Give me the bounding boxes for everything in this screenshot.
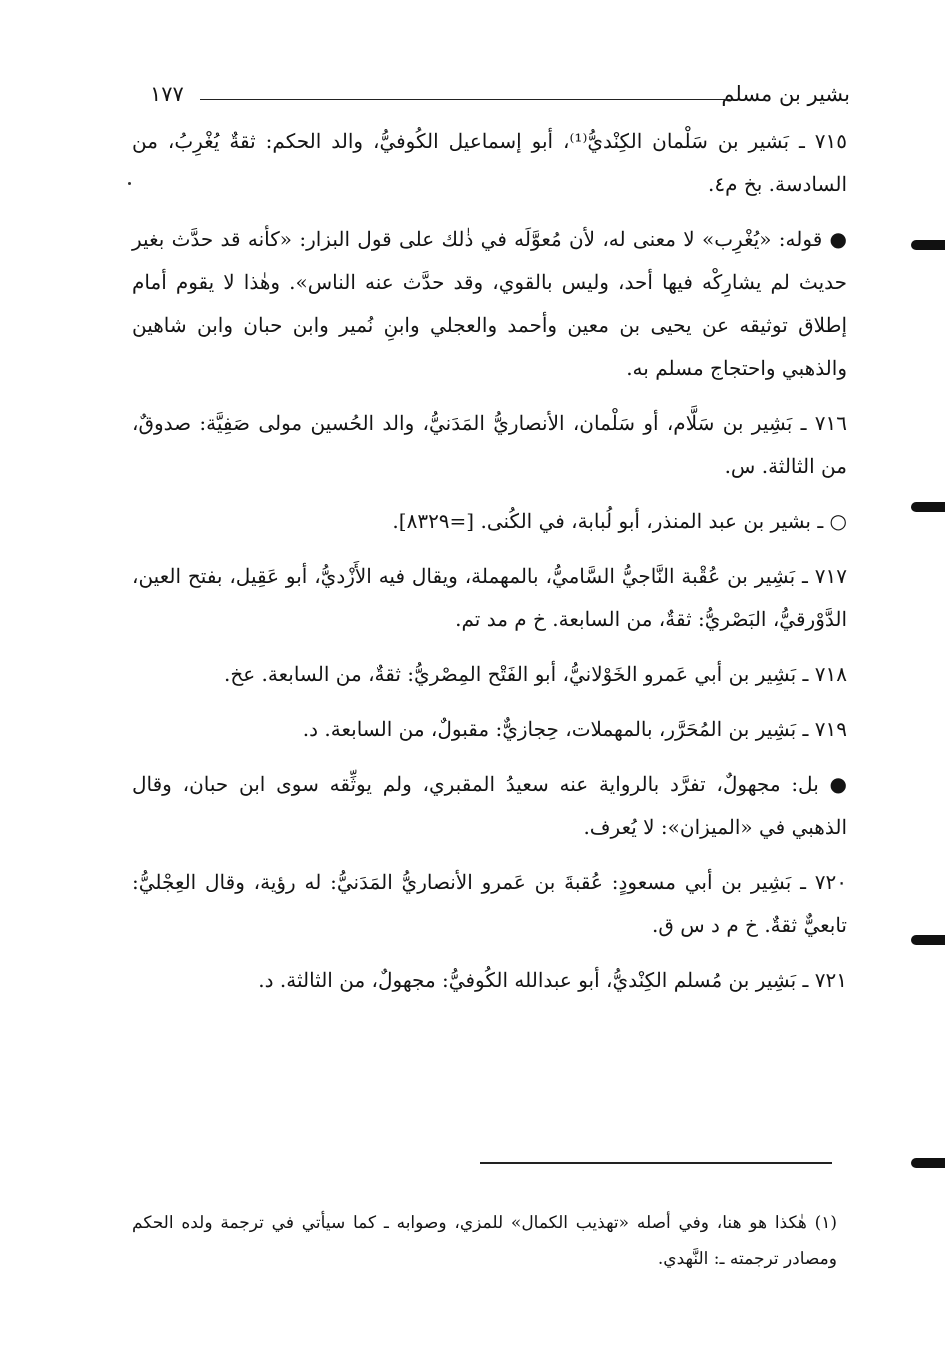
entry-717: ٧١٧ ـ بَشِير بن عُقْبة النَّاجيُّ السَّاميُّ، بالمهملة، ويقال فيه الأَزْديُّ، أبو عَقِيل، بفتح العين، الدَّوْرقيُّ، البَصْريُّ: ثقةٌ، من السابعة. خ م مد تم. [132, 564, 848, 631]
binding-mark [911, 1158, 945, 1168]
entry-721: ٧٢١ ـ بَشِير بن مُسلم الكِنْديُّ، أبو عبدالله الكُوفيُّ: مجهولٌ، من الثالثة. د. [258, 968, 847, 992]
binding-mark [911, 240, 945, 250]
note-715: ● قوله: «يُغْرِب» لا معنى له، لأن مُعوَّلَه في ذٰلك على قول البزار: «كأنه قد حدَّث بغير حديث لم يشارِكْه فيها أحد، وليس بالقوي، وقد حدَّث عنه الناس». وهٰذا لا يقوم أمام إطلاق توثيقه عن يحيى بن معين وأحمد والعجلي وابنِ نُمير وابن حبان وابن شاهين والذهبي واحتجاج مسلم به. [132, 227, 847, 380]
running-header [150, 80, 850, 108]
binding-mark [911, 935, 945, 945]
footnote-separator [480, 1162, 832, 1164]
note-719: ● بل: مجهولٌ، تفرَّد بالرواية عنه سعيدُ المقبري، ولم يوثِّقه سوى ابن حبان، وقال الذهبي في «الميزان»: لا يُعرف. [132, 772, 847, 839]
binding-mark [911, 502, 945, 512]
cross-reference-entry: ○ ـ بشير بن عبد المنذر، أبو لُبابة، في الكُنى. [=٨٣٢٩]. [392, 509, 847, 533]
entry-716: ٧١٦ ـ بَشِير بن سَلَّام، أو سَلْمان، الأنصاريُّ المَدَنيُّ، والد الحُسين مولى صَفِيَّة: صدوقٌ، من الثالثة. س. [132, 411, 847, 478]
entry-719: ٧١٩ ـ بَشِير بن المُحَرَّر، بالمهملات، حِجازيٌّ: مقبولٌ، من السابعة. د. [302, 717, 847, 741]
header-title: بشير بن مسلم [721, 82, 850, 106]
scan-speck [128, 182, 131, 185]
page-body [132, 120, 847, 1014]
footnote-1: (١) هٰكذا هو هنا، وفي أصله «تهذيب الكمال» للمزي، وصوابه ـ كما سيأتي في ترجمة ولده الحكم ومصادر ترجمته ـ: النَّهدي. [132, 1213, 837, 1269]
entry-720: ٧٢٠ ـ بَشِير بن أبي مسعودٍ: عُقبةَ بن عَمرو الأنصاريُّ المَدَنيُّ: له رؤية، وقال العِجْليُّ: تابعيٌّ ثقةٌ. خ م د س ق. [132, 870, 847, 937]
entry-718: ٧١٨ ـ بَشِير بن أبي عَمرو الخَوْلانيُّ، أبو الفَتْح المِصْريُّ: ثقةٌ، من السابعة. عخ. [223, 662, 847, 686]
page-number: ١٧٧ [150, 82, 184, 106]
entry-715: ٧١٥ ـ بَشير بن سَلْمان الكِنْديُّ⁽¹⁾، أبو إسماعيل الكُوفيُّ، والد الحكم: ثقةٌ يُغْرِبُ، من السادسة. بخ م٤. [132, 129, 847, 196]
header-rule [200, 99, 730, 100]
